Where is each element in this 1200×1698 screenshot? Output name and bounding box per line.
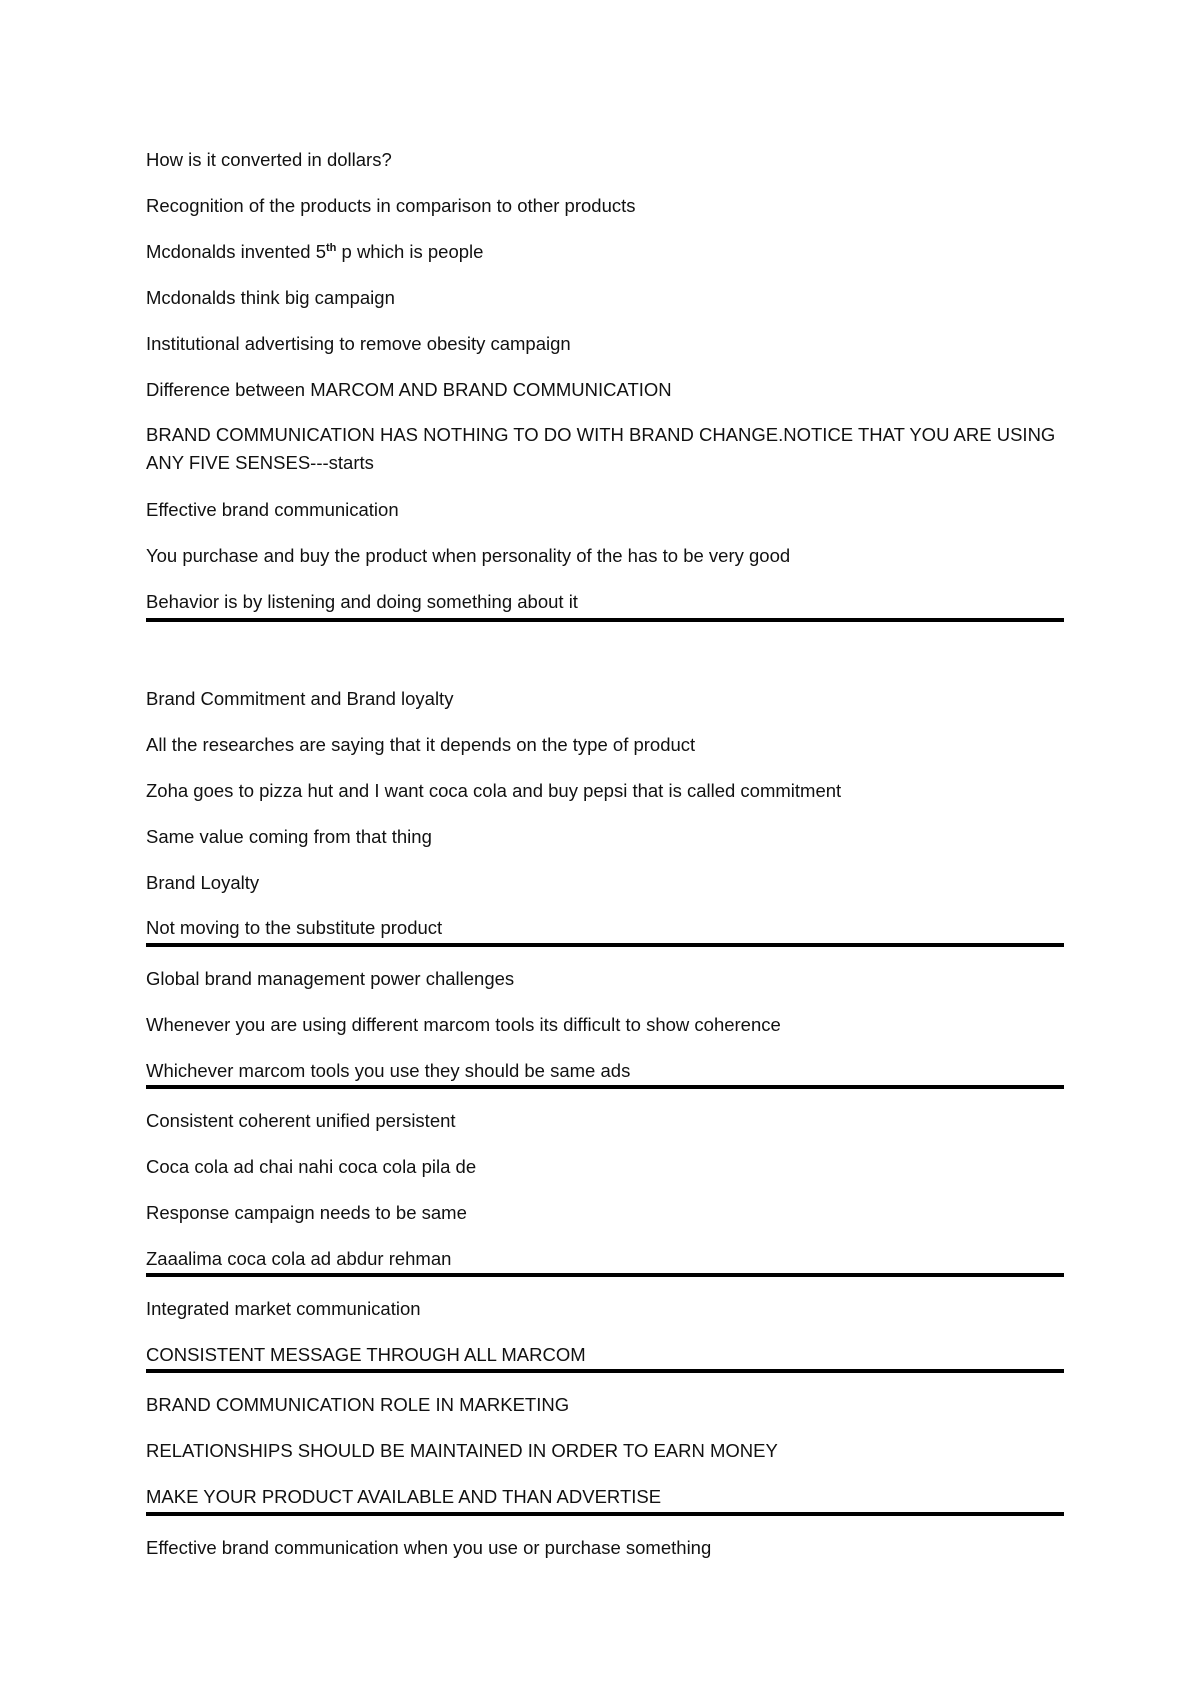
note-line: Difference between MARCOM AND BRAND COMMUNICATION — [146, 379, 672, 400]
note-line: Consistent coherent unified persistent — [146, 1110, 456, 1131]
note-line: Mcdonalds think big campaign — [146, 287, 395, 308]
note-line: Same value coming from that thing — [146, 826, 432, 847]
note-line: Brand Commitment and Brand loyalty — [146, 688, 454, 709]
note-line: Zaaalima coca cola ad abdur rehman — [146, 1248, 452, 1269]
note-line: How is it converted in dollars? — [146, 149, 392, 170]
note-line: Institutional advertising to remove obesity campaign — [146, 333, 571, 354]
note-line: Response campaign needs to be same — [146, 1202, 467, 1223]
note-line — [146, 238, 1066, 266]
note-line: RELATIONSHIPS SHOULD BE MAINTAINED IN ORDER TO EARN MONEY — [146, 1440, 778, 1461]
note-line: Whichever marcom tools you use they should be same ads — [146, 1060, 631, 1081]
note-text: p which is people — [336, 241, 484, 262]
section-divider — [146, 1369, 1064, 1373]
section-divider — [146, 943, 1064, 947]
note-line: Not moving to the substitute product — [146, 917, 443, 938]
note-line: Effective brand communication when you use or purchase something — [146, 1537, 712, 1558]
note-line: Integrated market communication — [146, 1298, 421, 1319]
note-line: All the researches are saying that it depends on the type of product — [146, 734, 696, 755]
note-line: Effective brand communication — [146, 499, 399, 520]
section-divider — [146, 1085, 1064, 1089]
note-line: BRAND COMMUNICATION HAS NOTHING TO DO WITH BRAND CHANGE.NOTICE THAT YOU ARE USING ANY FIVE SENSES---starts — [146, 424, 1056, 473]
note-line: MAKE YOUR PRODUCT AVAILABLE AND THAN ADVERTISE — [146, 1486, 662, 1507]
note-line: Whenever you are using different marcom tools its difficult to show coherence — [146, 1014, 781, 1035]
note-line: Brand Loyalty — [146, 872, 260, 893]
note-text: Mcdonalds invented 5 — [146, 241, 326, 262]
section-divider — [146, 618, 1064, 622]
note-line: Global brand management power challenges — [146, 968, 515, 989]
note-line: Behavior is by listening and doing something about it — [146, 591, 578, 612]
note-line: BRAND COMMUNICATION ROLE IN MARKETING — [146, 1394, 570, 1415]
section-divider — [146, 1273, 1064, 1277]
note-line: CONSISTENT MESSAGE THROUGH ALL MARCOM — [146, 1344, 586, 1365]
note-line: Zoha goes to pizza hut and I want coca cola and buy pepsi that is called commitment — [146, 780, 842, 801]
note-line: Recognition of the products in comparison to other products — [146, 195, 636, 216]
superscript: th — [325, 242, 337, 254]
section-divider — [146, 1512, 1064, 1516]
note-line: You purchase and buy the product when personality of the has to be very good — [146, 545, 791, 566]
note-line: Coca cola ad chai nahi coca cola pila de — [146, 1156, 477, 1177]
